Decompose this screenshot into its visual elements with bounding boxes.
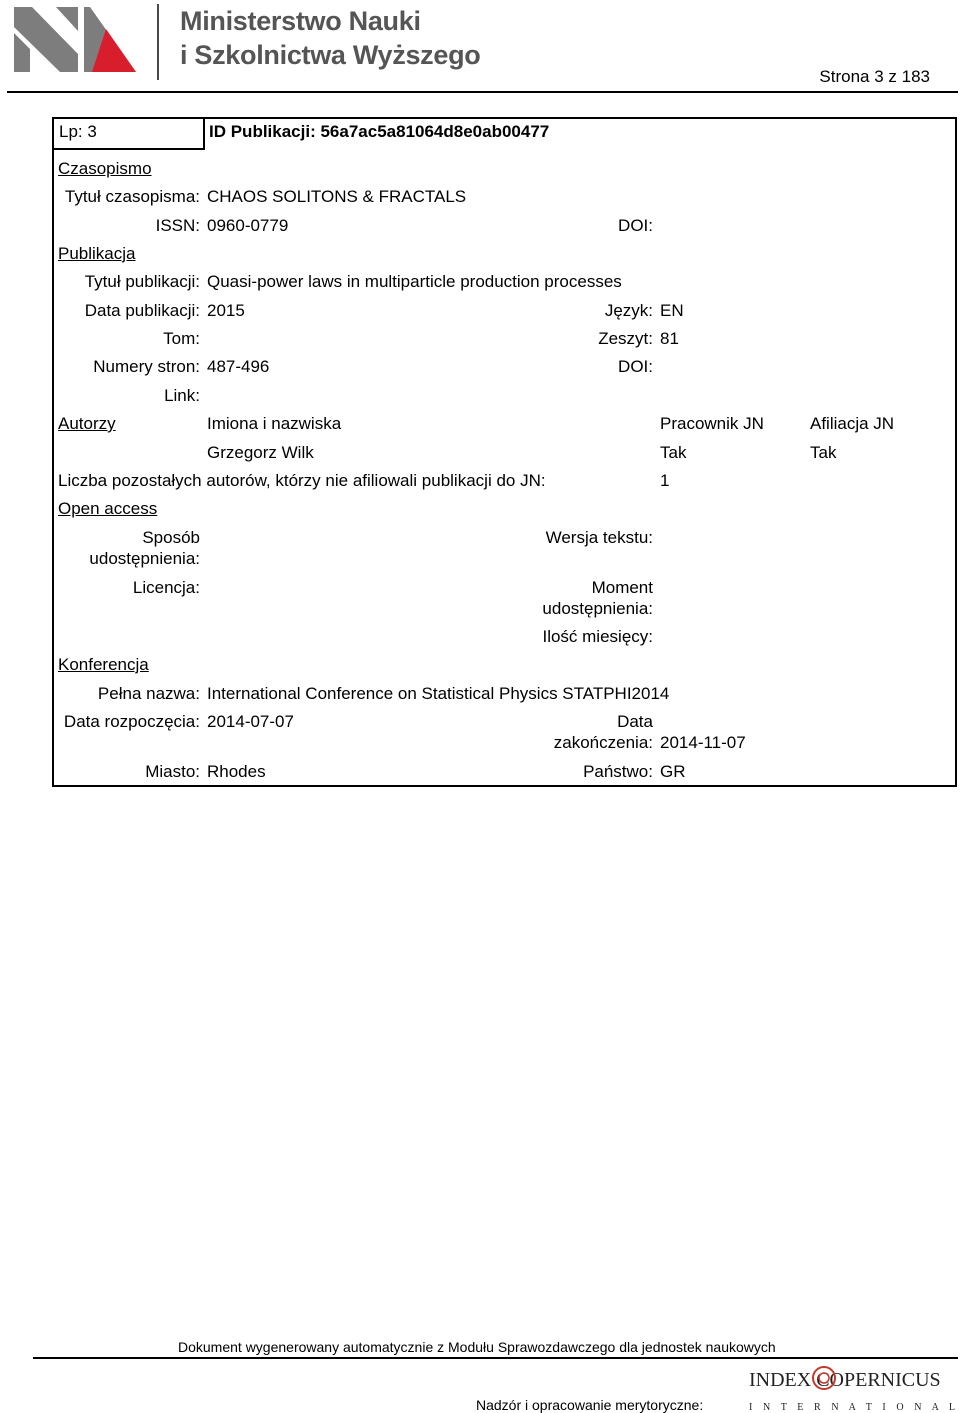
conference-end-label-line2: zakończenia: (553, 733, 653, 752)
conference-start-label: Data rozpoczęcia: (63, 712, 200, 731)
ministry-logo-icon (14, 7, 136, 72)
language-value: EN (660, 301, 684, 320)
remaining-authors-label: Liczba pozostałych autorów, którzy nie afiliowali publikacji do JN: (58, 471, 546, 490)
conference-name-label: Pełna nazwa: (97, 684, 200, 703)
access-mode-label-line1: Sposób (142, 528, 200, 547)
conference-end-value: 2014-11-07 (660, 733, 746, 752)
section-konferencja: Konferencja (58, 655, 149, 674)
page-number: Strona 3 z 183 (819, 67, 930, 86)
section-open-access: Open access (58, 499, 158, 518)
authors-col-employee: Pracownik JN (660, 414, 764, 433)
conference-city-label: Miasto: (145, 762, 200, 781)
footer-generated-note: Dokument wygenerowany automatycznie z Modułu Sprawozdawczego dla jednostek naukowych (178, 1339, 776, 1355)
remaining-authors-value: 1 (660, 471, 670, 490)
journal-title-value: CHAOS SOLITONS & FRACTALS (207, 187, 467, 206)
conference-name-value: International Conference on Statistical Physics STATPHI2014 (207, 684, 670, 703)
journal-doi-label: DOI: (618, 216, 653, 235)
conference-country-value: GR (660, 762, 686, 781)
journal-title-label: Tytuł czasopisma: (64, 187, 200, 206)
logo-divider (157, 4, 159, 80)
ministry-name-line1: Ministerstwo Nauki (180, 6, 421, 36)
access-moment-label-line2: udostępnienia: (542, 599, 653, 618)
access-moment-label-line1: Moment (591, 578, 653, 597)
pub-title-value: Quasi-power laws in multiparticle production processes (207, 272, 622, 291)
issn-label: ISSN: (155, 216, 200, 235)
author-employee: Tak (660, 443, 687, 462)
months-label: Ilość miesięcy: (542, 627, 653, 646)
language-label: Język: (604, 301, 653, 320)
access-mode-label-line2: udostępnienia: (89, 549, 200, 568)
link-label: Link: (164, 386, 200, 405)
header-rule (7, 91, 958, 93)
section-publikacja: Publikacja (58, 244, 136, 263)
conference-city-value: Rhodes (207, 762, 266, 781)
footer-rule (33, 1357, 958, 1359)
ministry-name-line2: i Szkolnictwa Wyższego (180, 40, 481, 70)
pages-label: Numery stron: (93, 357, 200, 376)
license-label: Licencja: (132, 578, 200, 597)
volume-label: Tom: (163, 329, 200, 348)
conference-country-label: Państwo: (583, 762, 653, 781)
text-version-label: Wersja tekstu: (545, 528, 653, 547)
authors-col-affiliation: Afiliacja JN (810, 414, 895, 433)
issn-value: 0960-0779 (207, 216, 289, 235)
ic-logo-text-international: I N T E R N A T I O N A L (749, 1402, 955, 1413)
section-czasopismo: Czasopismo (58, 159, 152, 178)
conference-end-label-line1: Data (617, 712, 653, 731)
author-affiliation: Tak (810, 443, 837, 462)
footer-supervision: Nadzór i opracowanie merytoryczne: (476, 1397, 704, 1413)
pub-date-label: Data publikacji: (84, 301, 200, 320)
authors-col-names: Imiona i nazwiska (207, 414, 342, 433)
section-autorzy: Autorzy (58, 414, 116, 433)
pub-title-label: Tytuł publikacji: (84, 272, 200, 291)
ic-logo-text-index: INDEX COPERNICUS (749, 1369, 941, 1391)
pub-date-value: 2015 (207, 301, 245, 320)
record-lp: Lp: 3 (59, 122, 97, 141)
conference-start-value: 2014-07-07 (207, 712, 294, 731)
issue-label: Zeszyt: (598, 329, 653, 348)
author-name: Grzegorz Wilk (207, 443, 314, 462)
pages-value: 487-496 (207, 357, 270, 376)
pub-doi-label: DOI: (618, 357, 653, 376)
issue-value: 81 (660, 329, 679, 348)
index-copernicus-logo-icon (745, 1360, 960, 1413)
publication-id: ID Publikacji: 56a7ac5a81064d8e0ab00477 (209, 122, 550, 141)
